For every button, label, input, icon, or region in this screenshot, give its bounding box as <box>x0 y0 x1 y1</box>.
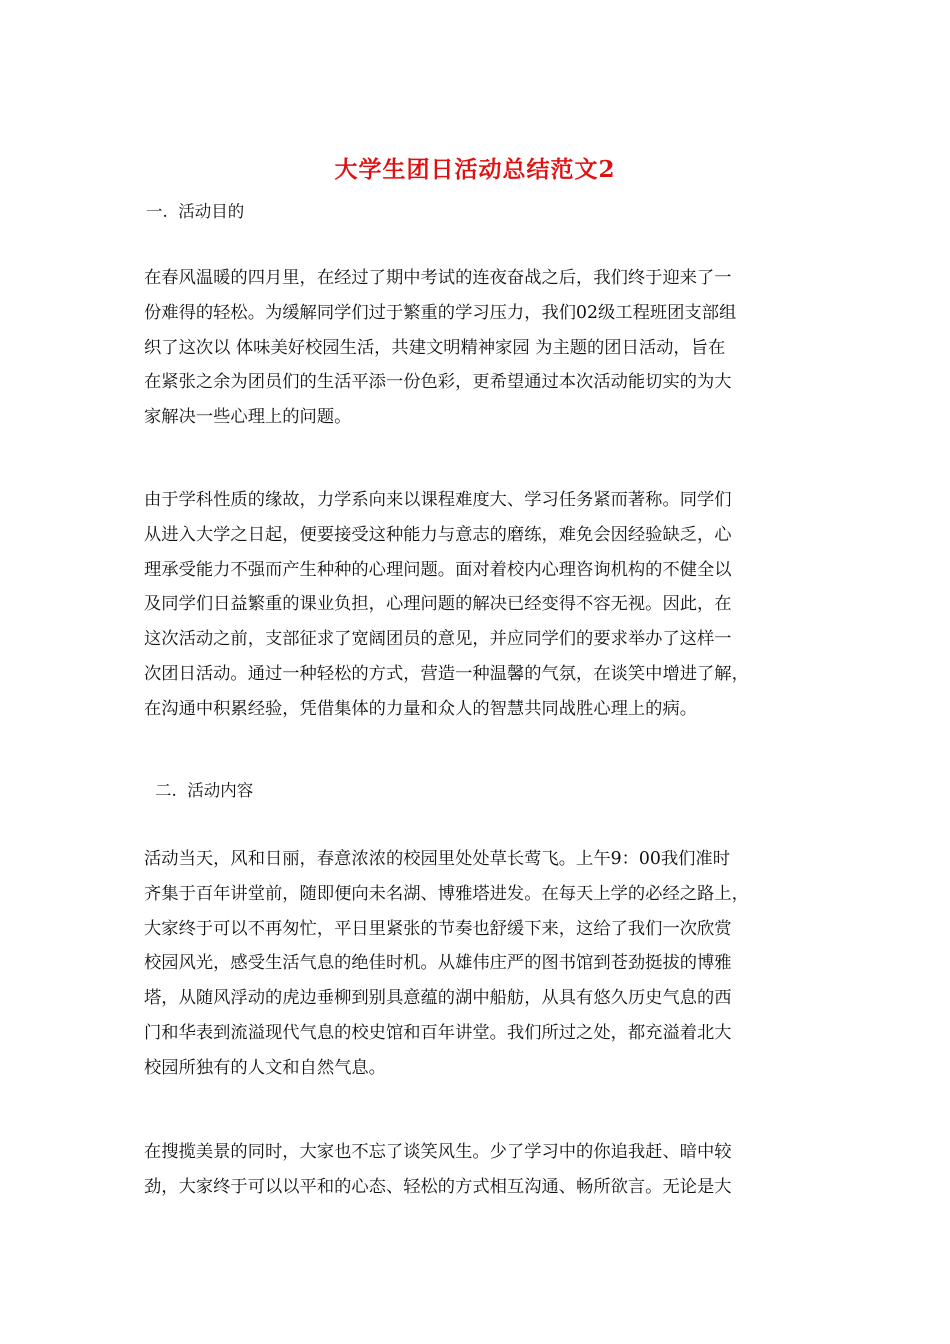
paragraph <box>144 842 814 1086</box>
paragraph-line: 次团日活动。通过一种轻松的方式，营造一种温馨的气氛，在谈笑中增进了解， <box>144 663 749 684</box>
paragraph <box>144 483 814 727</box>
paragraph-line: 理承受能力不强而产生种种的心理问题。面对着校内心理咨询机构的不健全以 <box>144 559 732 580</box>
paragraph-line: 齐集于百年讲堂前，随即便向未名湖、博雅塔进发。在每天上学的必经之路上， <box>144 883 749 904</box>
paragraph-line: 这次活动之前，支部征求了宽阔团员的意见，并应同学们的要求举办了这样一 <box>144 629 732 650</box>
paragraph <box>144 1135 814 1205</box>
paragraph-line: 及同学们日益繁重的课业负担，心理问题的解决已经变得不容无视。因此，在 <box>144 594 732 615</box>
paragraph-line: 活动当天，风和日丽，春意浓浓的校园里处处草长莺飞。上午9：00我们准时 <box>144 849 730 869</box>
paragraph-line: 在搜揽美景的同时，大家也不忘了谈笑风生。少了学习中的你追我赶、暗中较 <box>144 1142 732 1162</box>
paragraph <box>144 261 814 435</box>
paragraph-line: 份难得的轻松。为缓解同学们过于繁重的学习压力，我们02级工程班团支部组 <box>144 302 737 323</box>
paragraph-line: 大家终于可以不再匆忙，平日里紧张的节奏也舒缓下来，这给了我们一次欣赏 <box>144 918 732 939</box>
paragraph-line: 塔，从随风浮动的虎边垂柳到别具意蕴的湖中船舫，从具有悠久历史气息的西 <box>144 988 732 1009</box>
paragraph-line: 在紧张之余为团员们的生活平添一份色彩，更希望通过本次活动能切实的为大 <box>144 372 732 393</box>
section-heading-content: 二. 活动内容 <box>155 781 254 800</box>
paragraph-line: 由于学科性质的缘故，力学系向来以课程难度大、学习任务紧而著称。同学们 <box>144 490 732 510</box>
paragraph-line: 在沟通中积累经验，凭借集体的力量和众人的智慧共同战胜心理上的病。 <box>144 698 698 719</box>
paragraph-line: 织了这次以 体味美好校园生活，共建文明精神家园 为主题的团日活动，旨在 <box>144 337 726 358</box>
paragraph-line: 劲，大家终于可以以平和的心态、轻松的方式相互沟通、畅所欲言。无论是大 <box>144 1176 732 1197</box>
section-heading-purpose: 一. 活动目的 <box>146 202 245 221</box>
paragraph-line: 门和华表到流溢现代气息的校史馆和百年讲堂。我们所过之处，都充溢着北大 <box>144 1022 732 1043</box>
paragraph-line: 校园风光，感受生活气息的绝佳时机。从雄伟庄严的图书馆到苍劲挺拔的博雅 <box>144 953 732 974</box>
document-title: 大学生团日活动总结范文2 <box>334 156 616 183</box>
paragraph-line: 从进入大学之日起，便要接受这种能力与意志的磨练，难免会因经验缺乏，心 <box>144 524 732 545</box>
paragraph-line: 在春风温暖的四月里，在经过了期中考试的连夜奋战之后，我们终于迎来了一 <box>144 268 732 288</box>
paragraph-line: 家解决一些心理上的问题。 <box>144 407 352 428</box>
paragraph-line: 校园所独有的人文和自然气息。 <box>144 1057 386 1078</box>
